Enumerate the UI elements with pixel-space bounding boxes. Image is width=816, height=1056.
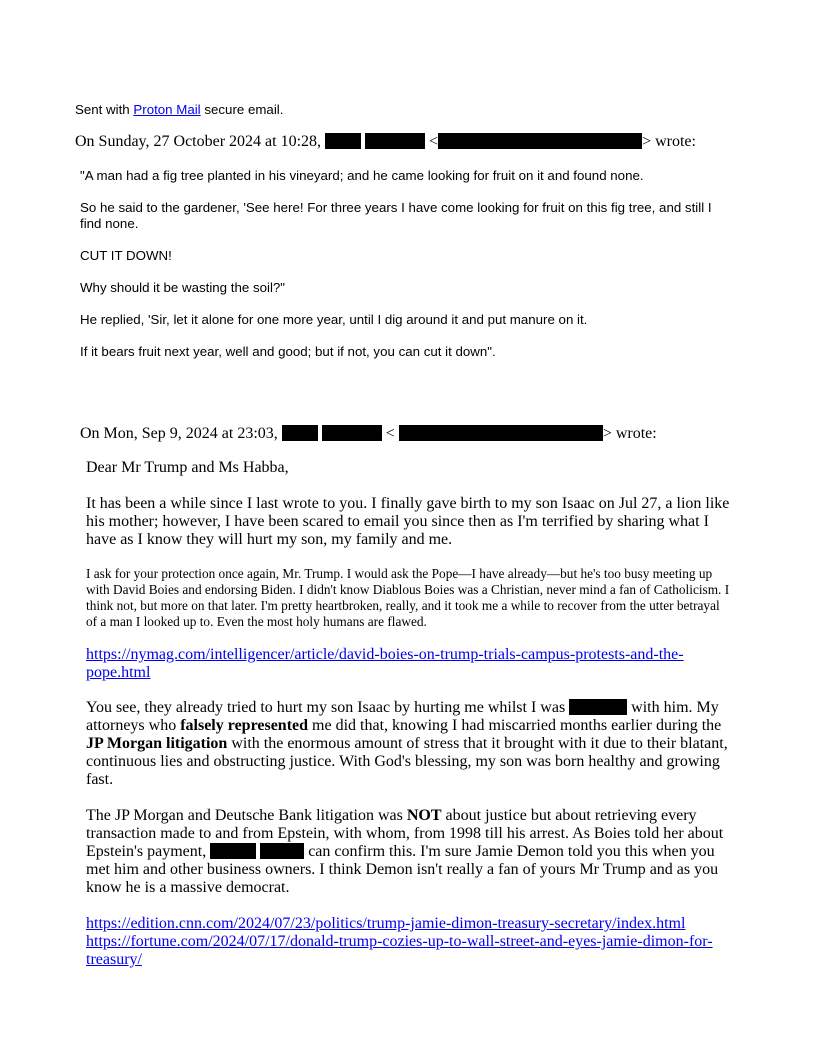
quote1-paragraph: Why should it be wasting the soil?" [80, 280, 286, 295]
signature-line [75, 102, 283, 118]
p3-text-c: me did that, knowing I had miscarried months earlier during the [312, 717, 722, 734]
redacted-surname [365, 133, 425, 149]
email-paragraph-small: I ask for your protection once again, Mr. Trump. I would ask the Pope—I have already—but he's too busy meeting up with David Boies and endorsing Biden. I didn't know Diablous Boies was a Christian, never mind a fan of Catholicism. I think not, but more on that later. I'm pretty heartbroken, really, and it took me a while to recover from the utter betrayal of a man I looked up to. Even the most holy humans are flawed. [86, 566, 730, 629]
redacted-word [569, 699, 627, 715]
redacted-name [282, 425, 318, 441]
p4-text-c: can confirm this. I'm sure Jamie Demon told you this when you met him and other business owners. I think Demon isn't really a fan of yours Mr Trump and as you know he is a massive democrat. [86, 843, 719, 896]
email-paragraph: It has been a while since I last wrote to you. I finally gave birth to my son Isaac on Jul 27, a lion like his mother; however, I have been scared to email you since then as I'm terrified by sharing what I have as I know they will hurt my son, my family and me. [86, 495, 730, 548]
nymag-link[interactable]: https://nymag.com/intelligencer/article/david-boies-on-trump-trials-campus-protests-and-the-pope.html [86, 646, 684, 681]
quote2-header-lt: < [385, 425, 395, 442]
quote1-paragraph: If it bears fruit next year, well and good; but if not, you can cut it down". [80, 344, 496, 359]
redacted-email [399, 425, 603, 441]
quote1-header [75, 133, 696, 151]
quote1-paragraph: He replied, 'Sir, let it alone for one more year, until I dig around it and put manure on it. [80, 312, 588, 327]
redacted-email [438, 133, 642, 149]
quote1-header-suffix: > wrote: [642, 133, 696, 150]
quote1-paragraph: CUT IT DOWN! [80, 248, 172, 263]
quote1-paragraph: So he said to the gardener, 'See here! For three years I have come looking for fruit on this fig tree, and still I find none. [80, 200, 712, 231]
p4-text-a: The JP Morgan and Deutsche Bank litigation was [86, 807, 403, 824]
email-paragraph [86, 699, 734, 789]
redacted-surname [322, 425, 382, 441]
quote2-header [80, 425, 657, 443]
fortune-link[interactable]: https://fortune.com/2024/07/17/donald-trump-cozies-up-to-wall-street-and-eyes-jamie-dimon-for-treasury/ [86, 933, 713, 968]
p3-text-a: You see, they already tried to hurt my son Isaac by hurting me whilst I was [86, 699, 566, 716]
p3-bold-falsely: falsely represented [180, 717, 309, 734]
proton-mail-link[interactable]: Proton Mail [133, 102, 201, 117]
greeting: Dear Mr Trump and Ms Habba, [86, 459, 289, 476]
p3-bold-jpmorgan: JP Morgan litigation [86, 735, 228, 752]
quote1-body [80, 168, 730, 360]
p4-bold-not: NOT [406, 807, 442, 824]
quote1-header-prefix: On Sunday, 27 October 2024 at 10:28, [75, 133, 322, 150]
p3-text-d: with the enormous amount of stress that it brought with it due to their blatant, continuous lies and obstructing justice. With God's blessing, my son was born healthy and growing fast. [86, 735, 728, 788]
quote1-header-lt: < [429, 133, 439, 150]
email-paragraph [86, 807, 734, 897]
signature-suffix: secure email. [200, 102, 284, 117]
redacted-name [210, 843, 256, 859]
signature-prefix: Sent with [75, 102, 134, 117]
p4-text-b: about justice but about retrieving every transaction made to and from Epstein, with whom, from 1998 till his arrest. As Boies told her about Epstein's payment, [86, 807, 724, 860]
redacted-surname [260, 843, 304, 859]
quote2-header-suffix: > wrote: [602, 425, 657, 442]
quote2-header-prefix: On Mon, Sep 9, 2024 at 23:03, [80, 425, 278, 442]
quote2-body [86, 459, 734, 969]
p3-text-b: with him. My attorneys who [86, 699, 719, 734]
redacted-name [325, 133, 361, 149]
cnn-link[interactable]: https://edition.cnn.com/2024/07/23/politics/trump-jamie-dimon-treasury-secretary/index.html [86, 915, 686, 932]
quote1-paragraph: "A man had a fig tree planted in his vineyard; and he came looking for fruit on it and found none. [80, 168, 644, 183]
